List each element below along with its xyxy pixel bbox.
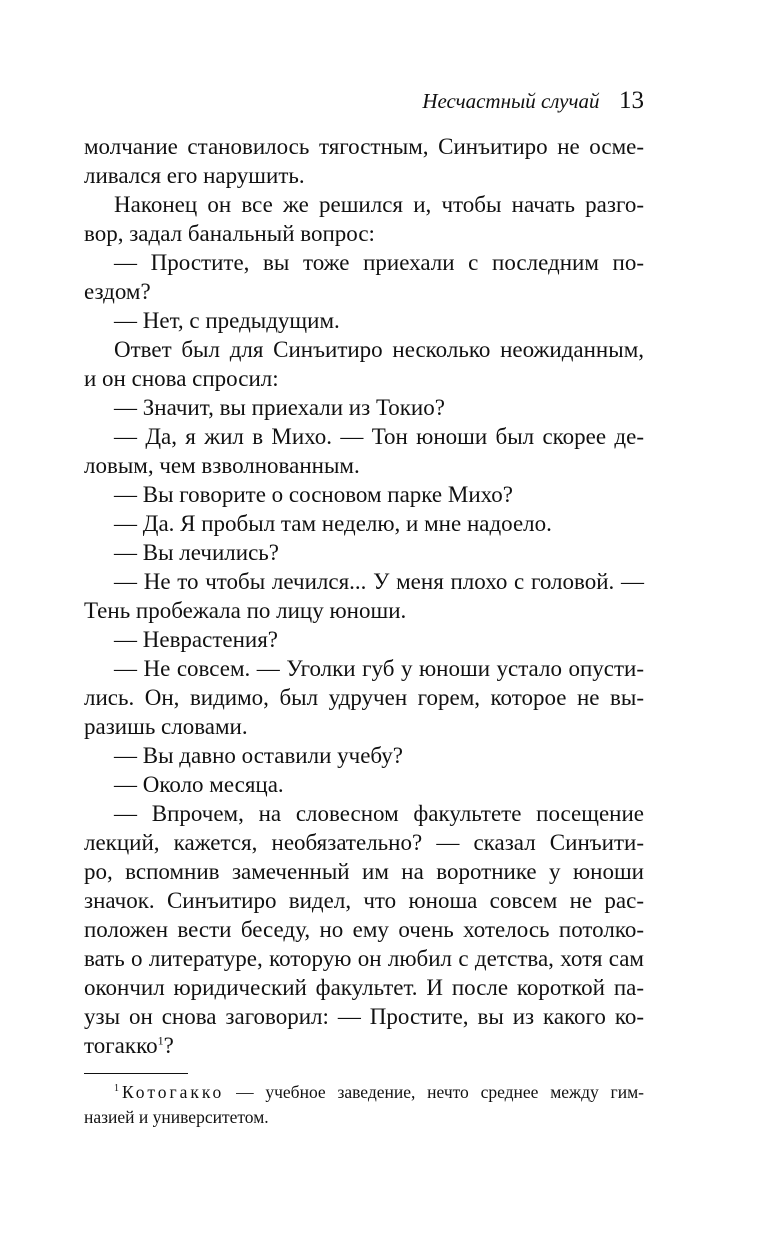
footnote-line xyxy=(84,1080,644,1105)
text-line: — Неврастения? xyxy=(114,627,279,652)
text-line: лись. Он, видимо, был удручен горем, которое не вы- xyxy=(84,685,644,710)
running-header xyxy=(422,86,644,116)
footnote-reference[interactable]: 1 xyxy=(157,1033,164,1048)
text-line: ездом? xyxy=(84,279,151,304)
text-line xyxy=(84,1031,644,1060)
text-line-content: тогакко xyxy=(84,1033,158,1058)
text-line: — Не совсем. — Уголки губ у юноши устало опусти- xyxy=(114,656,644,681)
text-line: вор, задал банальный вопрос: xyxy=(84,221,375,246)
text-line: узы он снова заговорил: — Простите, вы из какого ко- xyxy=(84,1004,644,1029)
text-line: молчание становилось тягостным, Синъитиро не осме- xyxy=(84,134,644,159)
body-text xyxy=(84,132,644,1060)
text-line: ловым, чем взволнованным. xyxy=(84,453,360,478)
footnote-term: Котогакко xyxy=(122,1082,225,1102)
text-line: — Нет, с предыдущим. xyxy=(114,308,340,333)
text-line: и он снова спросил: xyxy=(84,366,279,391)
text-line: разишь словами. xyxy=(84,714,248,739)
text-line: Тень пробежала по лицу юноши. xyxy=(84,598,407,623)
text-line: значок. Синъитиро видел, что юноша совсем не рас- xyxy=(84,888,644,913)
text-line: вать о литературе, которую он любил с детства, хотя сам xyxy=(84,946,644,971)
text-line-tail: ? xyxy=(163,1033,174,1058)
text-line: ро, вспомнив замеченный им на воротнике у юноши xyxy=(84,859,644,884)
text-line: положен вести беседу, но ему очень хотелось потолко- xyxy=(84,917,644,942)
text-line: — Да, я жил в Михо. — Тон юноши был скорее де- xyxy=(114,424,644,449)
footnote-text: — учебное заведение, нечто среднее между гим- xyxy=(224,1082,644,1102)
text-line: — Простите, вы тоже приехали с последним по- xyxy=(114,250,644,275)
text-line: — Вы давно оставили учебу? xyxy=(114,743,403,768)
text-line: окончил юридический факультет. И после короткой па- xyxy=(84,975,644,1000)
footnote-divider xyxy=(84,1073,188,1074)
footnote xyxy=(84,1080,644,1130)
page-number: 13 xyxy=(619,87,644,114)
text-line: — Около месяца. xyxy=(114,772,284,797)
text-line: — Впрочем, на словесном факультете посещение xyxy=(114,801,644,826)
footnote-mark: 1 xyxy=(114,1083,119,1095)
footnote-line: назией и университетом. xyxy=(84,1107,269,1127)
text-line: — Не то чтобы лечился... У меня плохо с головой. — xyxy=(114,569,644,594)
running-title: Несчастный случай xyxy=(422,89,600,113)
text-line: — Вы говорите о сосновом парке Михо? xyxy=(114,482,513,507)
text-line: Ответ был для Синъитиро несколько неожиданным, xyxy=(114,337,644,362)
text-line: — Да. Я пробыл там неделю, и мне надоело. xyxy=(114,511,552,536)
text-line: — Вы лечились? xyxy=(114,540,279,565)
text-line: лекций, кажется, необязательно? — сказал Синъити- xyxy=(84,830,644,855)
text-line: ливался его нарушить. xyxy=(84,163,305,188)
text-line: — Значит, вы приехали из Токио? xyxy=(114,395,445,420)
text-line: Наконец он все же решился и, чтобы начать разго- xyxy=(114,192,644,217)
